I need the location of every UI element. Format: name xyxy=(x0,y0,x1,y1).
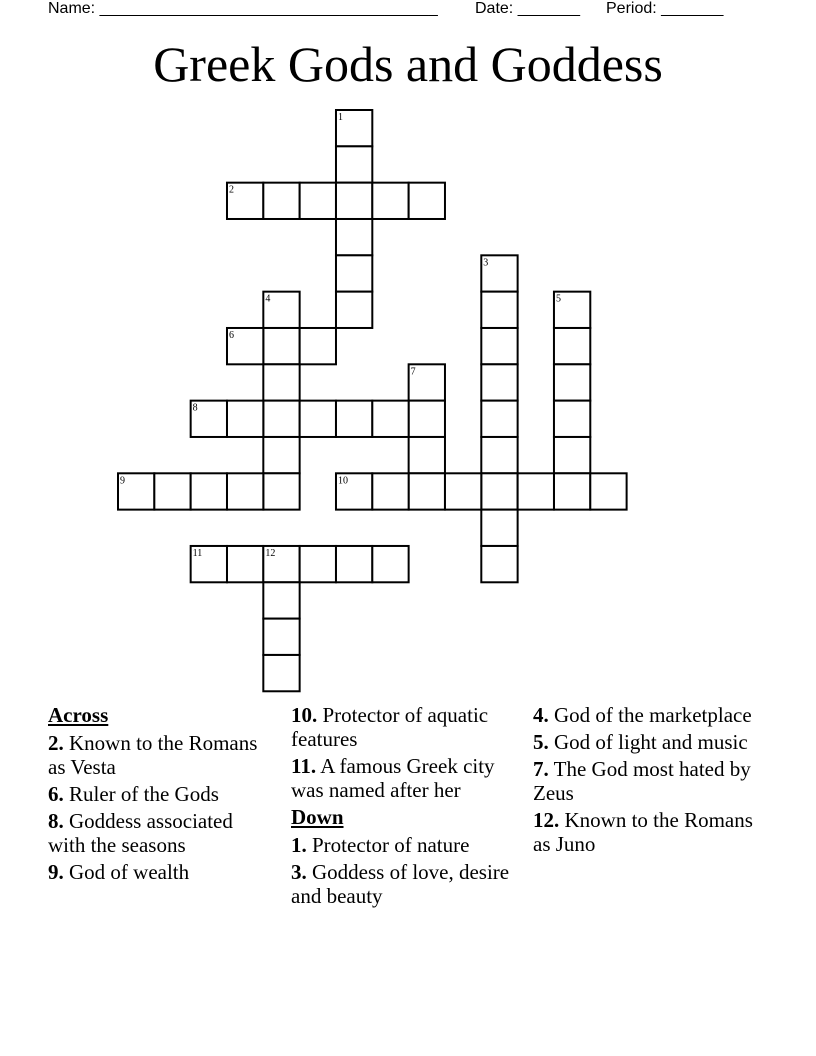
period-field: Period: _______ xyxy=(606,0,724,17)
grid-cell[interactable] xyxy=(263,473,299,509)
clue-text: God of the marketplace xyxy=(554,703,752,727)
grid-cell[interactable] xyxy=(372,401,408,437)
cell-number: 4 xyxy=(265,293,271,305)
clue-text: Known to the Romans as Vesta xyxy=(48,731,258,779)
grid-cell[interactable] xyxy=(300,328,336,364)
clue-number: 2. xyxy=(48,731,64,755)
clue-text: Goddess associated with the seasons xyxy=(48,809,233,857)
clue-down-7 xyxy=(533,757,755,805)
grid-cell[interactable] xyxy=(481,328,517,364)
clue-column-3 xyxy=(533,703,755,859)
grid-cell[interactable] xyxy=(481,292,517,328)
grid-cell[interactable] xyxy=(227,546,263,582)
clue-number: 12. xyxy=(533,808,560,832)
clue-across-8 xyxy=(48,809,270,857)
cell-number: 8 xyxy=(192,402,198,414)
clue-number: 3. xyxy=(291,860,307,884)
grid-cell[interactable] xyxy=(481,473,517,509)
grid-cell[interactable] xyxy=(409,437,445,473)
clue-number: 4. xyxy=(533,703,549,727)
grid-cell[interactable] xyxy=(227,473,263,509)
page-title: Greek Gods and Goddess xyxy=(153,36,663,92)
grid-cell[interactable] xyxy=(227,401,263,437)
cell-number: 1 xyxy=(337,112,343,123)
cell-number: 10 xyxy=(337,475,348,487)
grid-cell[interactable] xyxy=(481,364,517,400)
grid-cell[interactable] xyxy=(336,292,372,328)
grid-cell[interactable] xyxy=(336,146,372,182)
grid-cell[interactable] xyxy=(372,473,408,509)
cell-number: 9 xyxy=(120,475,125,487)
cell-number: 7 xyxy=(410,366,416,378)
grid-cell[interactable] xyxy=(481,401,517,437)
clue-down-1 xyxy=(291,833,513,857)
grid-cell[interactable] xyxy=(263,619,299,655)
grid-cell[interactable] xyxy=(554,437,590,473)
clue-text: Protector of nature xyxy=(312,833,470,857)
clue-text: God of light and music xyxy=(554,730,748,754)
clue-number: 10. xyxy=(291,703,318,727)
clue-number: 11. xyxy=(291,754,317,778)
clue-text: A famous Greek city was named after her xyxy=(291,754,495,802)
cell-number: 5 xyxy=(555,293,561,305)
grid-cell[interactable] xyxy=(263,655,299,691)
grid-cell[interactable] xyxy=(263,183,299,219)
grid-cell[interactable] xyxy=(409,473,445,509)
grid-cell[interactable] xyxy=(300,183,336,219)
grid-cell[interactable] xyxy=(409,401,445,437)
grid-cell[interactable] xyxy=(336,219,372,255)
clue-down-5 xyxy=(533,730,755,754)
grid-cell[interactable] xyxy=(590,473,626,509)
grid-cell[interactable] xyxy=(336,255,372,291)
grid-cell[interactable] xyxy=(336,546,372,582)
grid-cell[interactable] xyxy=(445,473,481,509)
grid-cell[interactable] xyxy=(263,328,299,364)
grid-cell[interactable] xyxy=(263,437,299,473)
down-heading: Down xyxy=(291,805,344,829)
clue-number: 5. xyxy=(533,730,549,754)
cell-number: 3 xyxy=(483,257,489,269)
grid-cell[interactable] xyxy=(372,183,408,219)
clue-across-6 xyxy=(48,782,270,806)
clue-column-2 xyxy=(291,703,513,911)
grid-cell[interactable] xyxy=(554,364,590,400)
grid-cell[interactable] xyxy=(263,401,299,437)
cell-number: 11 xyxy=(192,547,203,559)
grid-cell[interactable] xyxy=(191,473,227,509)
clue-number: 1. xyxy=(291,833,307,857)
clue-down-4 xyxy=(533,703,755,727)
grid-cell[interactable] xyxy=(154,473,190,509)
clue-across-11 xyxy=(291,754,513,802)
cell-number: 6 xyxy=(228,329,234,341)
grid-cell[interactable] xyxy=(481,437,517,473)
clue-text: Protector of aquatic features xyxy=(291,703,489,751)
grid-cell[interactable] xyxy=(554,328,590,364)
clue-number: 8. xyxy=(48,809,64,833)
clue-text: Known to the Romans as Juno xyxy=(533,808,753,856)
date-field: Date: _______ xyxy=(475,0,580,17)
grid-cell[interactable] xyxy=(554,473,590,509)
grid-cell[interactable] xyxy=(481,510,517,546)
clue-text: The God most hated by Zeus xyxy=(533,757,751,805)
grid-cell[interactable] xyxy=(336,401,372,437)
clue-across-2 xyxy=(48,731,270,779)
grid-cell[interactable] xyxy=(372,546,408,582)
cell-number: 2 xyxy=(228,184,234,196)
grid-cell[interactable] xyxy=(300,401,336,437)
grid-cell[interactable] xyxy=(409,183,445,219)
grid-cell[interactable] xyxy=(263,582,299,618)
across-heading: Across xyxy=(48,703,109,727)
clue-text: God of wealth xyxy=(69,860,190,884)
grid-cell[interactable] xyxy=(263,364,299,400)
clue-text: Ruler of the Gods xyxy=(69,782,219,806)
clue-text: Goddess of love, desire and beauty xyxy=(291,860,510,908)
clue-down-12 xyxy=(533,808,755,856)
grid-cell[interactable] xyxy=(518,473,554,509)
clue-number: 7. xyxy=(533,757,549,781)
grid-cell[interactable] xyxy=(481,546,517,582)
clue-number: 6. xyxy=(48,782,64,806)
cell-number: 12 xyxy=(265,547,276,559)
clue-number: 9. xyxy=(48,860,64,884)
name-field: Name: ______________________________________ xyxy=(48,0,438,17)
clue-across-9 xyxy=(48,860,270,884)
grid-cell[interactable] xyxy=(336,183,372,219)
grid-cell[interactable] xyxy=(554,401,590,437)
clue-across-10 xyxy=(291,703,513,751)
clue-down-3 xyxy=(291,860,513,908)
grid-cell[interactable] xyxy=(300,546,336,582)
clue-column-1 xyxy=(48,703,270,887)
